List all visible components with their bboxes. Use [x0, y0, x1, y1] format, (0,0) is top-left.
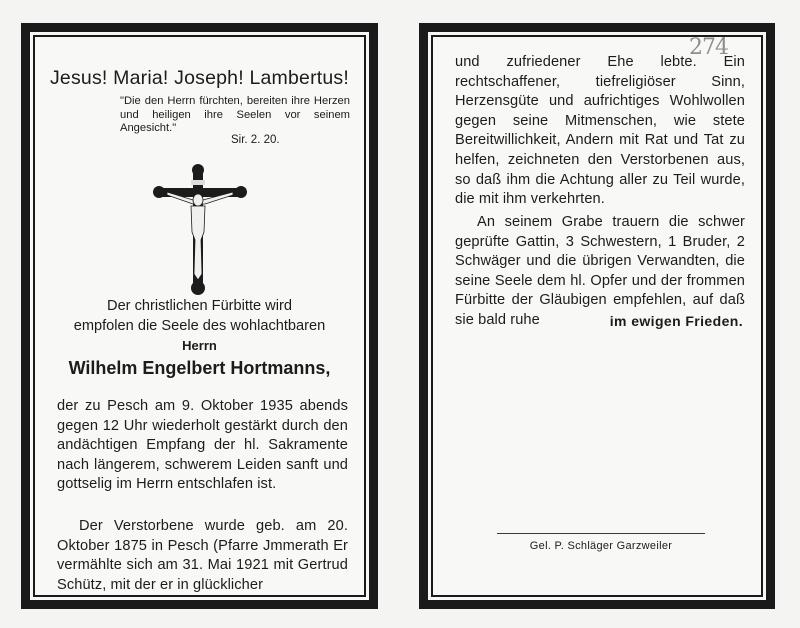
right-card-panel	[419, 23, 775, 609]
death-paragraph: der zu Pesch am 9. Oktober 1935 abends gegen 12 Uhr wiederholt gestärkt durch den andächtigen Empfang der hl. Sakramente nach längerem, schwerem Leiden sanft und gottselig im Herrn entschlafen ist.	[57, 398, 348, 493]
scripture-source: Sir. 2. 20.	[231, 134, 280, 146]
left-card-panel	[21, 23, 378, 609]
intercession-line-2: empfolen die Seele des wohlachtbaren	[73, 317, 326, 334]
honorific: Herrn	[182, 338, 217, 353]
character-paragraph: und zufriedener Ehe lebte. Ein rechtschaffener, tiefreligiöser Sinn, Herzensgüte und aufrichtiges Wohlwollen gegen seine Mitmenschen, wie stete Bereitwillichkeit, Andern mit Rat und Tat zu helfen, zeichneten den Verstorbenen aus, so daß ihm die Achtung aller zu Teil wurde, die mit ihm verkehrten.	[455, 54, 745, 208]
intercession-text	[35, 297, 364, 336]
left-card-paper	[35, 37, 364, 595]
printer-divider	[497, 533, 705, 534]
deceased-name: Wilhelm Engelbert Hortmanns,	[68, 358, 331, 378]
closing-line: im ewigen Frieden.	[609, 313, 743, 329]
invocation-title: Jesus! Maria! Joseph! Lambertus!	[49, 67, 350, 89]
life-paragraph: Der Verstorbene wurde geb. am 20. Oktober 1875 in Pesch (Pfarre Jmmerath Er vermählte sich am 31. Mai 1921 mit Gertrud Schütz, mit der er in glücklicher	[57, 518, 348, 593]
right-card-paper	[433, 37, 761, 595]
scripture-quote: "Die den Herrn fürchten, bereiten ihre Herzen und heiligen ihre Seelen vor seinem Angesicht."	[120, 95, 350, 134]
crucifix-icon	[153, 162, 247, 296]
intercession-line-1: Der christlichen Fürbitte wird	[107, 298, 292, 314]
printer-imprint: Gel. P. Schläger Garzweiler	[529, 540, 673, 552]
archive-number: 274	[689, 37, 728, 60]
mourners-paragraph: An seinem Grabe trauern die schwer geprüfte Gattin, 3 Schwestern, 1 Bruder, 2 Schwäger und die übrigen Verwandten, die seine Seele dem hl. Opfer und der frommen Fürbitte der Gläubigen empfehlen, auf daß sie bald ruhe	[455, 214, 745, 328]
